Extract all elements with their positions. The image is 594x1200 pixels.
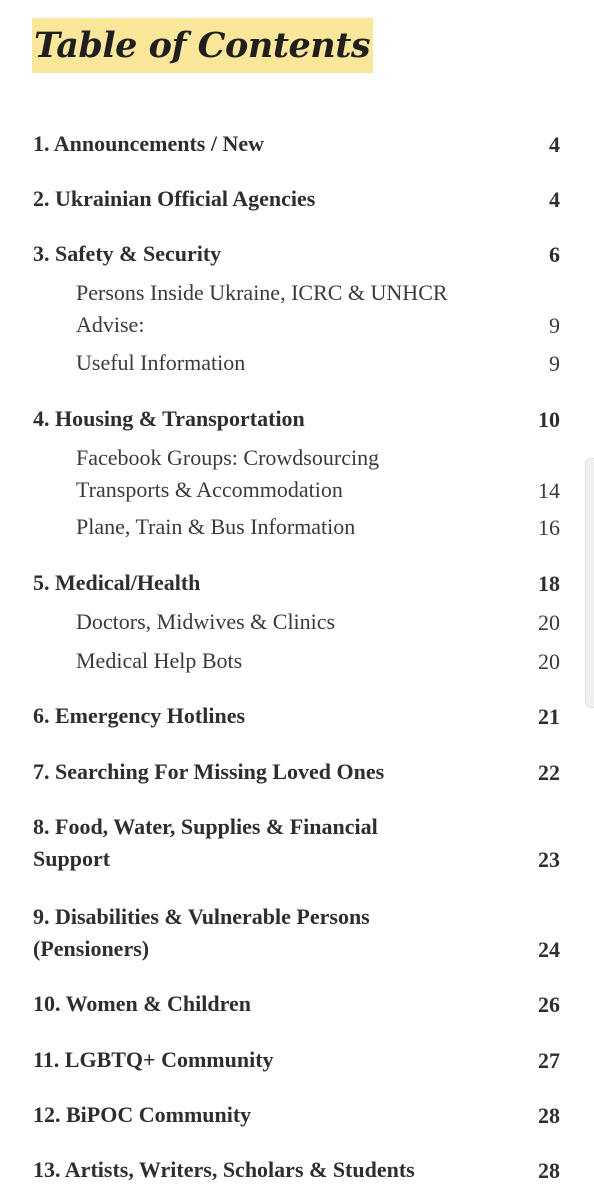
toc-entry-line: 11. LGBTQ+ Community <box>33 1047 274 1072</box>
toc-page-number: 22 <box>538 760 560 785</box>
toc-entry-line: 8. Food, Water, Supplies & Financial <box>33 814 378 839</box>
toc-page-number: 23 <box>538 847 560 872</box>
toc-entry-line: 1. Announcements / New <box>33 131 265 156</box>
toc-entry[interactable] <box>33 567 560 599</box>
toc-page-number: 4 <box>549 132 560 157</box>
toc-subentry[interactable] <box>33 606 560 638</box>
toc-subentry[interactable] <box>33 347 560 379</box>
toc-entry-line: 7. Searching For Missing Loved Ones <box>33 759 385 784</box>
toc-entry-title <box>33 901 370 965</box>
toc-entry[interactable] <box>33 700 560 732</box>
toc-entry-title <box>33 403 305 435</box>
toc-entry[interactable] <box>33 183 560 215</box>
toc-entry-title <box>33 811 378 875</box>
toc-entry-title <box>33 700 245 732</box>
toc-entry[interactable] <box>33 238 560 270</box>
toc-page-number: 28 <box>538 1103 560 1128</box>
toc-entry-line: Transports & Accommodation <box>76 477 343 502</box>
toc-entry[interactable] <box>33 1099 560 1131</box>
toc-page-number: 20 <box>538 649 560 674</box>
toc-entry-line: (Pensioners) <box>33 936 150 961</box>
toc-entry-line: Plane, Train & Bus Information <box>76 514 356 539</box>
toc-entry-title <box>33 1154 415 1186</box>
toc-entry-title <box>76 511 355 543</box>
toc-entry-title <box>33 1099 251 1131</box>
toc-subentry[interactable] <box>33 645 560 677</box>
toc-entry-title <box>76 606 335 638</box>
toc-entry[interactable] <box>33 403 560 435</box>
title-highlight <box>32 18 373 73</box>
toc-entry-line: 9. Disabilities & Vulnerable Persons <box>33 904 370 929</box>
toc-entry-line: Facebook Groups: Crowdsourcing <box>76 445 380 470</box>
toc-entry-line: 12. BiPOC Community <box>33 1102 252 1127</box>
toc-entry-title <box>76 277 448 341</box>
toc-entry-title <box>33 756 384 788</box>
toc-entry-line: Support <box>33 846 111 871</box>
toc-page-number: 27 <box>538 1048 560 1073</box>
toc-entry-line: 5. Medical/Health <box>33 570 201 595</box>
toc-entry-line: Doctors, Midwives & Clinics <box>76 609 336 634</box>
toc-entry[interactable] <box>33 1154 560 1186</box>
toc-entry[interactable] <box>33 988 560 1020</box>
toc-page-number: 10 <box>538 407 560 432</box>
toc-subentry[interactable] <box>33 277 560 341</box>
toc-entry-line: Persons Inside Ukraine, ICRC & UNHCR <box>76 280 448 305</box>
toc-page-number: 4 <box>549 187 560 212</box>
toc-entry[interactable] <box>33 901 560 965</box>
toc-page-number: 24 <box>538 937 560 962</box>
toc-entry-title <box>33 567 200 599</box>
toc-entry-line: 6. Emergency Hotlines <box>33 703 246 728</box>
toc-page-number: 20 <box>538 610 560 635</box>
toc-entry-line: 2. Ukrainian Official Agencies <box>33 186 316 211</box>
toc-page-number: 28 <box>538 1158 560 1183</box>
scrollbar[interactable] <box>585 458 594 708</box>
toc-entry-title <box>76 442 379 506</box>
toc-entry-line: Advise: <box>76 312 145 337</box>
toc-entry-line: 3. Safety & Security <box>33 241 222 266</box>
toc-entry-title <box>33 988 251 1020</box>
toc-page-number: 26 <box>538 992 560 1017</box>
page-title: Table of Contents <box>34 25 371 66</box>
toc-entry-title <box>33 128 264 160</box>
toc-entry-line: 13. Artists, Writers, Scholars & Students <box>33 1157 415 1182</box>
toc-entry-line: Medical Help Bots <box>76 648 243 673</box>
toc-entry[interactable] <box>33 128 560 160</box>
toc-entry[interactable] <box>33 1044 560 1076</box>
toc-page-number: 21 <box>538 704 560 729</box>
toc-subentry[interactable] <box>33 511 560 543</box>
toc-page-number: 14 <box>538 478 560 503</box>
toc-page-number: 18 <box>538 571 560 596</box>
toc-page-number: 6 <box>549 242 560 267</box>
toc-entry-title <box>33 238 221 270</box>
toc-entry-line: Useful Information <box>76 350 246 375</box>
toc-page-number: 16 <box>538 515 560 540</box>
toc-entry-line: 10. Women & Children <box>33 991 251 1016</box>
toc-entry-title <box>33 183 315 215</box>
toc-page-number: 9 <box>549 313 560 338</box>
toc-entry[interactable] <box>33 811 560 875</box>
toc-entry[interactable] <box>33 756 560 788</box>
toc-subentry[interactable] <box>33 442 560 506</box>
toc-page-number: 9 <box>549 351 560 376</box>
toc-entry-title <box>76 645 242 677</box>
toc-entry-title <box>76 347 245 379</box>
toc-entry-line: 4. Housing & Transportation <box>33 406 305 431</box>
toc-entry-title <box>33 1044 274 1076</box>
